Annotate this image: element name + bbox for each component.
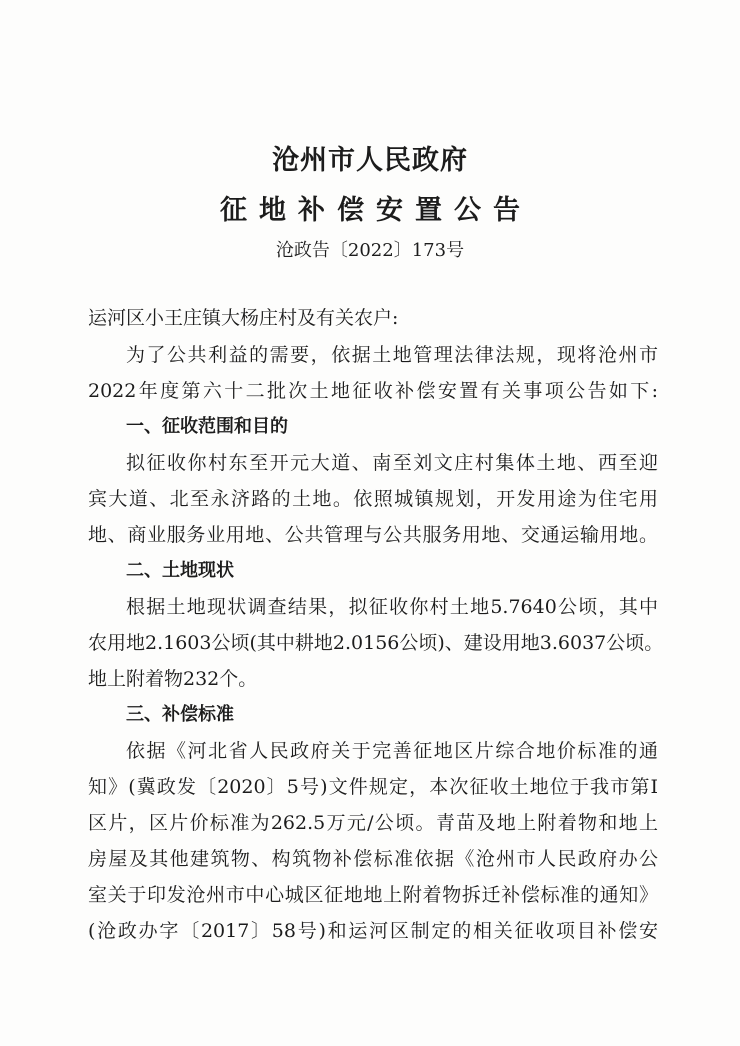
section-2-line-2: 农用地2.1603公顷(其中耕地2.0156公顷)、建设用地3.6037公顷。 [88,632,664,654]
section-3-line-4: 房屋及其他建筑物、构筑物补偿标准依据《沧州市人民政府办公 [88,848,658,870]
section-1-heading: 一、征收范围和目的 [126,416,288,437]
section-3-line-1: 依据《河北省人民政府关于完善征地区片综合地价标准的通 [126,740,658,762]
intro-line-1: 为了公共利益的需要，依据土地管理法律法规，现将沧州市 [126,344,658,366]
document-number: 沧政告〔2022〕173号 [275,240,465,261]
addressee: 运河区小王庄镇大杨庄村及有关农户: [88,307,399,329]
section-3-line-3: 区片，区片价标准为262.5万元/公顷。青苗及地上附着物和地上 [88,812,658,834]
section-2-line-3: 地上附着物232个。 [88,668,258,690]
org-title: 沧州市人民政府 [272,145,468,176]
section-1-line-1: 拟征收你村东至开元大道、南至刘文庄村集体土地、西至迎 [126,452,658,474]
intro-line-2: 2022年度第六十二批次土地征收补偿安置有关事项公告如下: [88,380,658,402]
section-2-line-1: 根据土地现状调查结果，拟征收你村土地5.7640公顷，其中 [126,596,658,618]
section-2-heading: 二、土地现状 [126,560,234,581]
document-title: 征地补偿安置公告 [220,195,532,226]
section-1-line-3: 地、商业服务业用地、公共管理与公共服务用地、交通运输用地。 [88,524,658,546]
section-3-line-2: 知》(冀政发〔2020〕5号)文件规定，本次征收土地位于我市第Ⅰ [88,776,658,798]
section-3-line-6: (沧政办字〔2017〕58号)和运河区制定的相关征收项目补偿安 [88,920,658,942]
section-3-heading: 三、补偿标准 [126,704,234,725]
section-1-line-2: 宾大道、北至永济路的土地。依照城镇规划，开发用途为住宅用 [88,488,658,510]
section-3-line-5: 室关于印发沧州市中心城区征地地上附着物拆迁补偿标准的通知》 [88,884,658,906]
